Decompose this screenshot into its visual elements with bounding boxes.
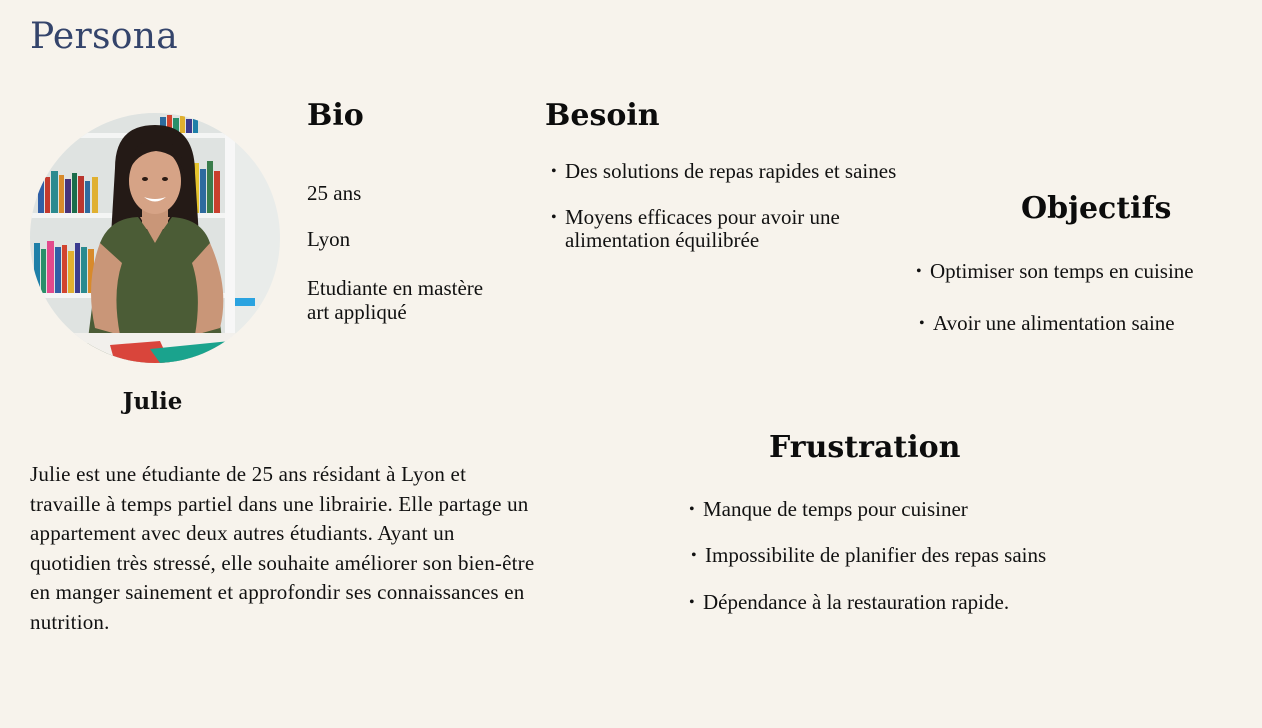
frustration-item: • Manque de temps pour cuisiner: [689, 498, 1109, 521]
objectifs-item: • Avoir une alimentation saine: [919, 312, 1236, 335]
bio-city: Lyon: [307, 227, 351, 251]
bio-heading: Bio: [307, 98, 364, 133]
frustration-heading: Frustration: [769, 430, 961, 465]
persona-name: Julie: [122, 388, 183, 415]
portrait-photo-icon: [30, 113, 280, 363]
persona-description: Julie est une étudiante de 25 ans résidant à Lyon et travaille à temps partiel dans une librairie. Elle partage un appartement avec deux autres étudiants. Ayant un quotidien très stressé, elle souhaite améliorer son bien-être en manger sainement et approfondir ses connaissances en nutrition.: [30, 462, 535, 634]
frustration-list: [689, 498, 1109, 614]
besoin-heading: Besoin: [545, 98, 660, 133]
besoin-list: [551, 160, 901, 252]
frustration-item: • Dépendance à la restauration rapide.: [689, 591, 1109, 614]
persona-photo: [30, 113, 280, 363]
besoin-item: • Moyens efficaces pour avoir une alimentation équilibrée: [551, 206, 855, 252]
page-title: Persona: [30, 16, 179, 57]
objectifs-heading: Objectifs: [1021, 191, 1172, 226]
bio-occupation: Etudiante en mastère art appliqué: [307, 276, 484, 324]
besoin-item: • Des solutions de repas rapides et saines: [551, 160, 901, 183]
objectifs-item: • Optimiser son temps en cuisine: [916, 260, 1236, 283]
objectifs-list: [916, 260, 1236, 335]
frustration-item: • Impossibilite de planifier des repas sains: [691, 544, 1109, 567]
bio-age: 25 ans: [307, 181, 362, 205]
